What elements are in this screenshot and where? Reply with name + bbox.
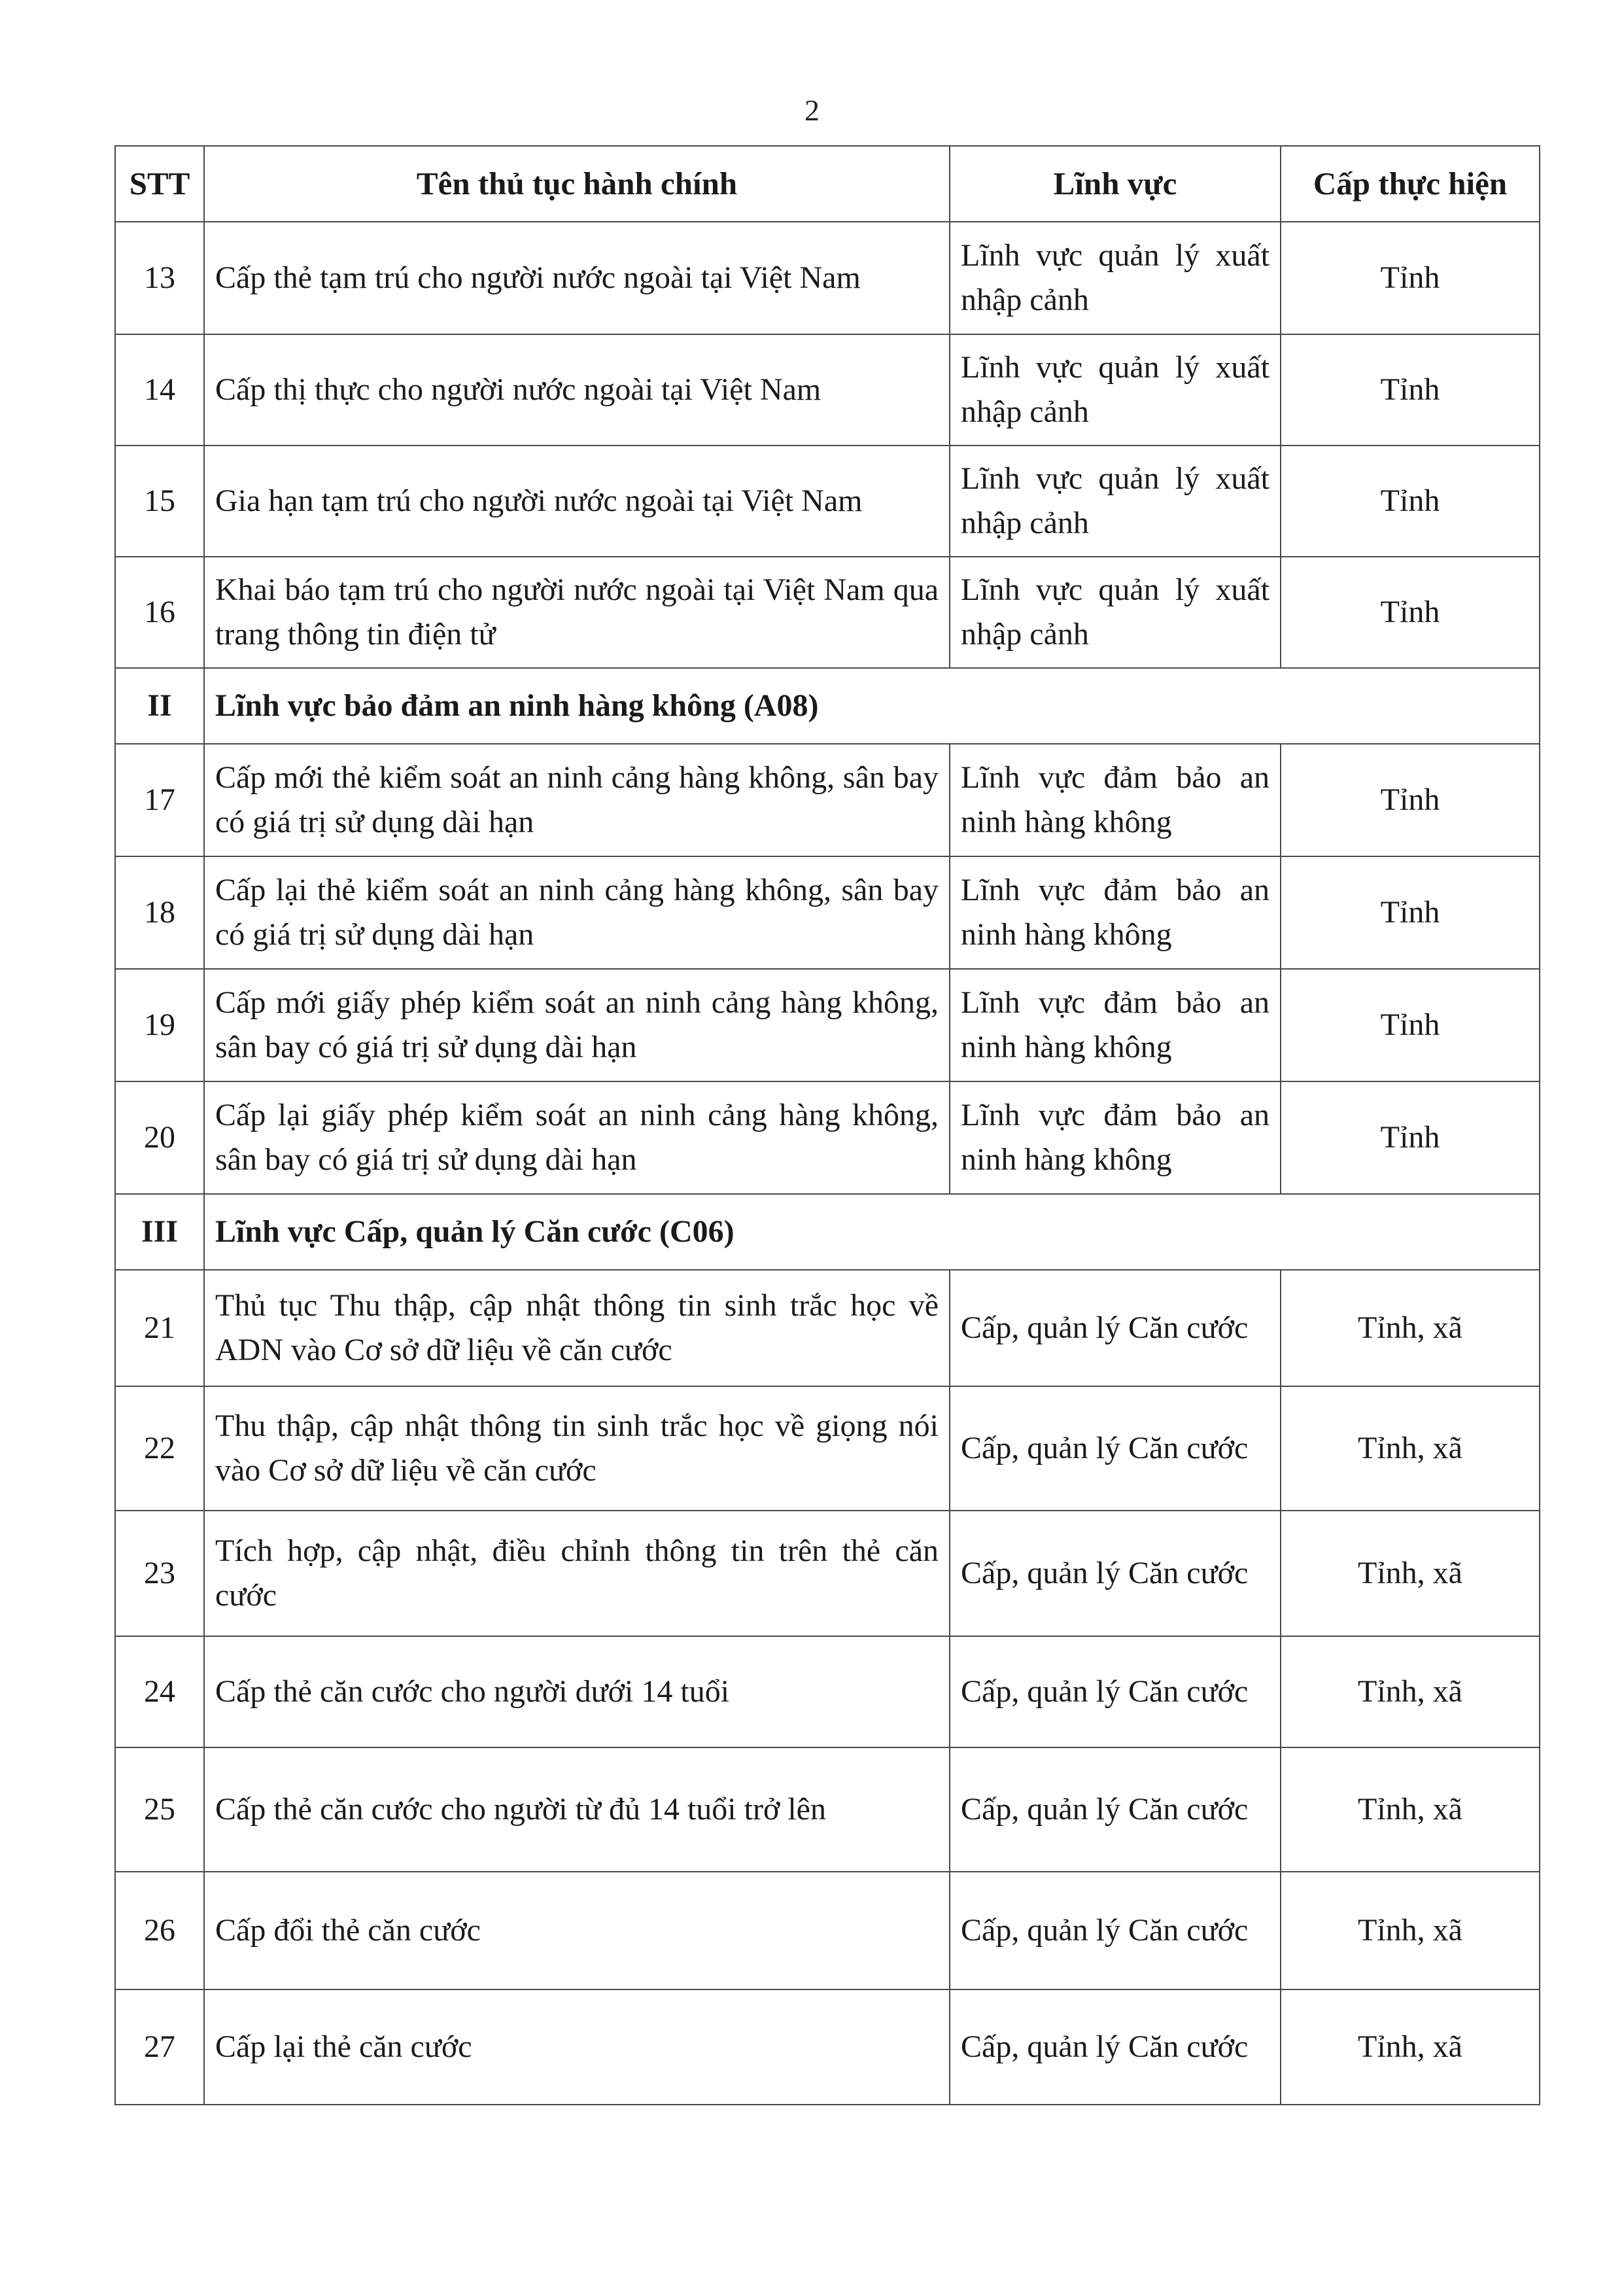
page-number: 2: [804, 94, 820, 127]
table-header-row: [115, 146, 1540, 222]
procedure-field: Lĩnh vực đảm bảo an ninh hàng không: [950, 856, 1281, 969]
table-row: [115, 334, 1540, 446]
procedure-name: Khai báo tạm trú cho người nước ngoài tại Việt Nam qua trang thông tin điện tử: [204, 557, 950, 668]
implementation-level: Tỉnh, xã: [1281, 1636, 1540, 1747]
procedure-field: Lĩnh vực quản lý xuất nhập cảnh: [950, 557, 1281, 668]
table-row: [115, 969, 1540, 1081]
row-number: 22: [115, 1386, 204, 1511]
implementation-level: Tỉnh: [1281, 856, 1540, 969]
table-row: [115, 1511, 1540, 1636]
procedure-name: Cấp thẻ căn cước cho người dưới 14 tuổi: [204, 1636, 950, 1747]
procedure-name: Cấp thẻ căn cước cho người từ đủ 14 tuổi trở lên: [204, 1747, 950, 1872]
procedure-field: Cấp, quản lý Căn cước: [950, 1989, 1281, 2105]
procedure-field: Lĩnh vực đảm bảo an ninh hàng không: [950, 1081, 1281, 1194]
procedure-field: Cấp, quản lý Căn cước: [950, 1747, 1281, 1872]
procedure-name: Gia hạn tạm trú cho người nước ngoài tại Việt Nam: [204, 446, 950, 557]
row-number: 26: [115, 1872, 204, 1989]
row-number: 27: [115, 1989, 204, 2105]
implementation-level: Tỉnh, xã: [1281, 1270, 1540, 1386]
procedure-field: Lĩnh vực đảm bảo an ninh hàng không: [950, 969, 1281, 1081]
section-title: Lĩnh vực Cấp, quản lý Căn cước (C06): [204, 1194, 1540, 1270]
implementation-level: Tỉnh, xã: [1281, 1989, 1540, 2105]
implementation-level: Tỉnh, xã: [1281, 1872, 1540, 1989]
procedure-name: Thủ tục Thu thập, cập nhật thông tin sinh trắc học về ADN vào Cơ sở dữ liệu về căn cước: [204, 1270, 950, 1386]
section-title: Lĩnh vực bảo đảm an ninh hàng không (A08): [204, 668, 1540, 744]
procedure-field: Lĩnh vực đảm bảo an ninh hàng không: [950, 744, 1281, 856]
procedure-name: Cấp mới giấy phép kiểm soát an ninh cảng hàng không, sân bay có giá trị sử dụng dài hạn: [204, 969, 950, 1081]
table-row: [115, 1872, 1540, 1989]
procedure-field: Cấp, quản lý Căn cước: [950, 1270, 1281, 1386]
table-row: [115, 856, 1540, 969]
row-number: 21: [115, 1270, 204, 1386]
procedure-field: Lĩnh vực quản lý xuất nhập cảnh: [950, 446, 1281, 557]
implementation-level: Tỉnh, xã: [1281, 1747, 1540, 1872]
table-row: [115, 446, 1540, 557]
procedure-name: Thu thập, cập nhật thông tin sinh trắc học về giọng nói vào Cơ sở dữ liệu về căn cước: [204, 1386, 950, 1511]
procedure-field: Cấp, quản lý Căn cước: [950, 1872, 1281, 1989]
procedure-field: Cấp, quản lý Căn cước: [950, 1636, 1281, 1747]
table-row: [115, 744, 1540, 856]
procedure-name: Cấp thẻ tạm trú cho người nước ngoài tại Việt Nam: [204, 222, 950, 334]
procedure-field: Lĩnh vực quản lý xuất nhập cảnh: [950, 334, 1281, 446]
header-stt: STT: [115, 146, 204, 222]
implementation-level: Tỉnh, xã: [1281, 1386, 1540, 1511]
procedures-table: [114, 145, 1540, 2105]
section-row: [115, 668, 1540, 744]
procedure-field: Cấp, quản lý Căn cước: [950, 1386, 1281, 1511]
procedure-name: Cấp lại giấy phép kiểm soát an ninh cảng hàng không, sân bay có giá trị sử dụng dài hạn: [204, 1081, 950, 1194]
implementation-level: Tỉnh: [1281, 334, 1540, 446]
header-procedure-name: Tên thủ tục hành chính: [204, 146, 950, 222]
procedure-name: Cấp lại thẻ kiểm soát an ninh cảng hàng không, sân bay có giá trị sử dụng dài hạn: [204, 856, 950, 969]
table-row: [115, 557, 1540, 668]
section-number: II: [115, 668, 204, 744]
section-row: [115, 1194, 1540, 1270]
row-number: 20: [115, 1081, 204, 1194]
implementation-level: Tỉnh: [1281, 969, 1540, 1081]
table-row: [115, 1636, 1540, 1747]
row-number: 17: [115, 744, 204, 856]
procedure-name: Tích hợp, cập nhật, điều chỉnh thông tin trên thẻ căn cước: [204, 1511, 950, 1636]
implementation-level: Tỉnh: [1281, 222, 1540, 334]
table-row: [115, 1081, 1540, 1194]
table-row: [115, 1989, 1540, 2105]
table-row: [115, 222, 1540, 334]
table-row: [115, 1386, 1540, 1511]
row-number: 19: [115, 969, 204, 1081]
table-row: [115, 1747, 1540, 1872]
procedure-field: Cấp, quản lý Căn cước: [950, 1511, 1281, 1636]
row-number: 15: [115, 446, 204, 557]
implementation-level: Tỉnh: [1281, 744, 1540, 856]
implementation-level: Tỉnh, xã: [1281, 1511, 1540, 1636]
implementation-level: Tỉnh: [1281, 1081, 1540, 1194]
row-number: 14: [115, 334, 204, 446]
header-field: Lĩnh vực: [950, 146, 1281, 222]
implementation-level: Tỉnh: [1281, 557, 1540, 668]
row-number: 23: [115, 1511, 204, 1636]
procedure-field: Lĩnh vực quản lý xuất nhập cảnh: [950, 222, 1281, 334]
row-number: 18: [115, 856, 204, 969]
row-number: 25: [115, 1747, 204, 1872]
table-row: [115, 1270, 1540, 1386]
row-number: 24: [115, 1636, 204, 1747]
header-level: Cấp thực hiện: [1281, 146, 1540, 222]
row-number: 13: [115, 222, 204, 334]
implementation-level: Tỉnh: [1281, 446, 1540, 557]
procedure-name: Cấp lại thẻ căn cước: [204, 1989, 950, 2105]
table-body: [115, 222, 1540, 2105]
row-number: 16: [115, 557, 204, 668]
procedure-name: Cấp thị thực cho người nước ngoài tại Việt Nam: [204, 334, 950, 446]
section-number: III: [115, 1194, 204, 1270]
procedure-name: Cấp đổi thẻ căn cước: [204, 1872, 950, 1989]
procedure-name: Cấp mới thẻ kiểm soát an ninh cảng hàng không, sân bay có giá trị sử dụng dài hạn: [204, 744, 950, 856]
